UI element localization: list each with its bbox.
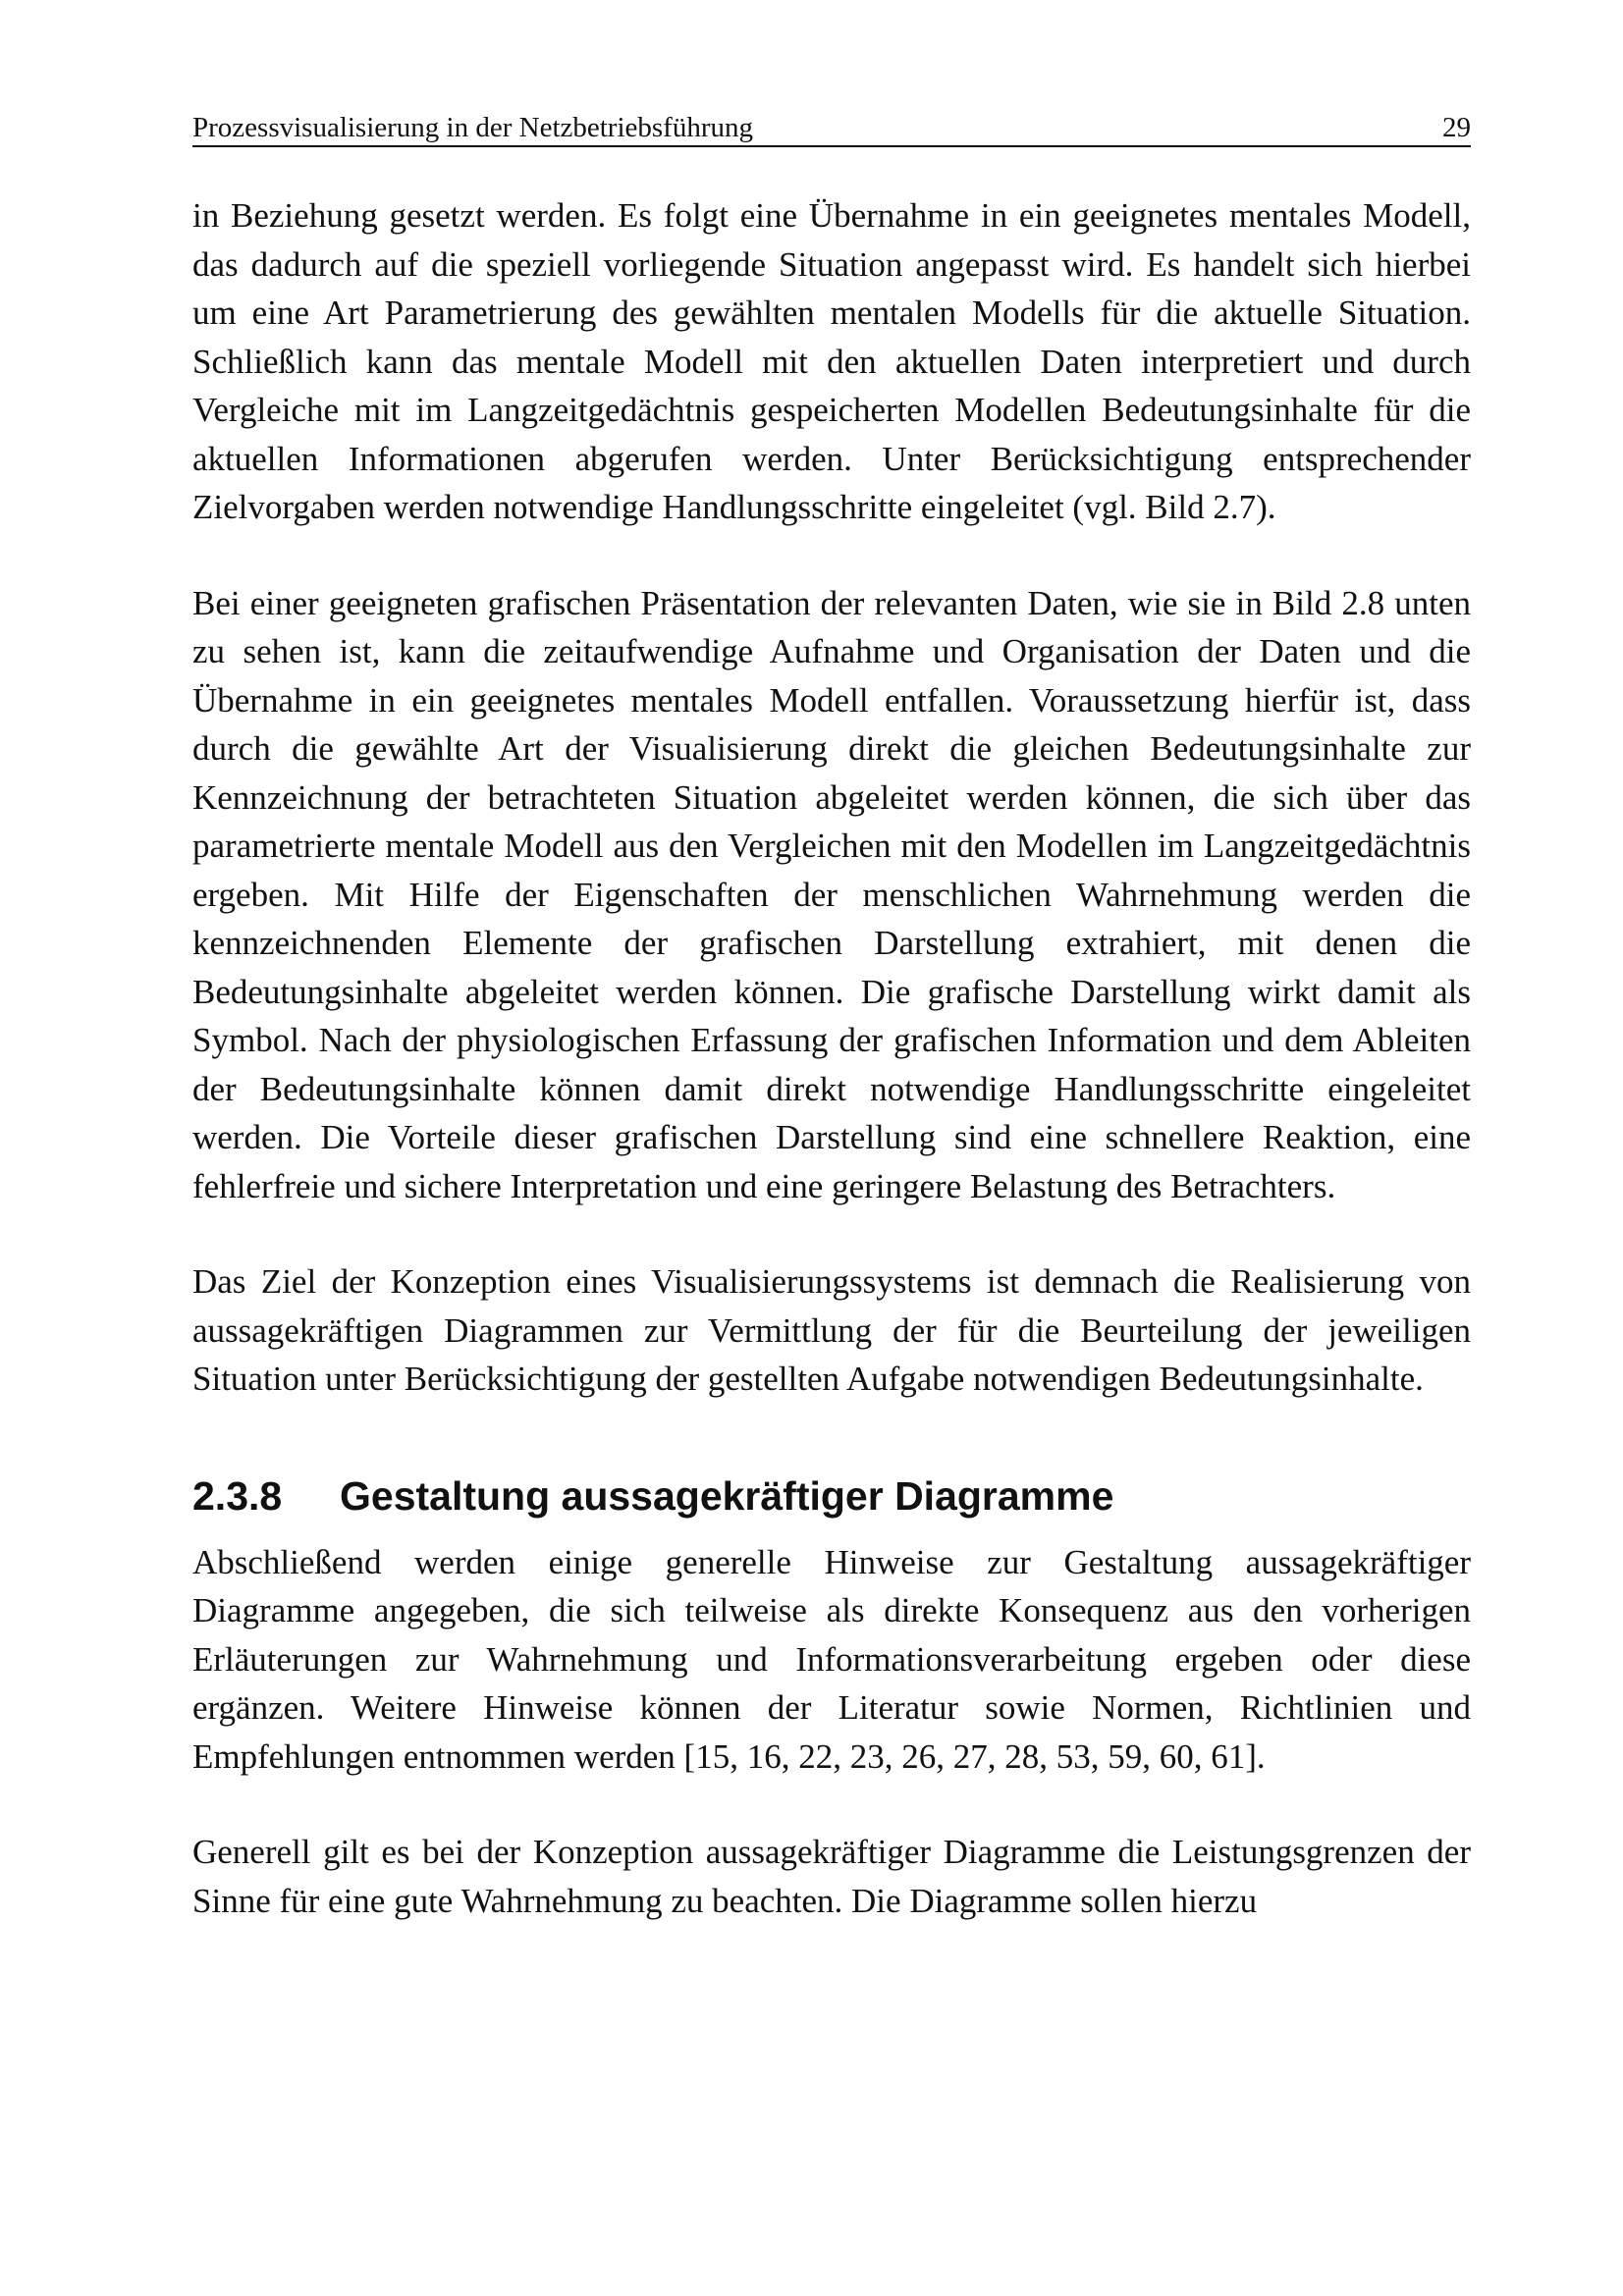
paragraph-3: Das Ziel der Konzeption eines Visualisierungssystems ist demnach die Realisierung von aussagekräftigen Diagrammen zur Vermittlung der für die Beurteilung der jeweiligen Situation unter Berücksichtigung der gestellten Aufgabe notwendigen Bedeutungsinhalte. xyxy=(192,1262,1471,1398)
section-paragraph-2: Generell gilt es bei der Konzeption aussagekräftiger Diagramme die Leistungsgrenzen der Sinne für eine gute Wahrnehmung zu beachten. Die Diagramme sollen hierzu xyxy=(192,1833,1471,1920)
section-title: Gestaltung aussagekräftiger Diagramme xyxy=(340,1472,1114,1519)
page-number: 29 xyxy=(1442,112,1471,143)
body-text xyxy=(192,191,1471,1972)
running-header xyxy=(192,106,1471,147)
section-number: 2.3.8 xyxy=(192,1472,283,1519)
section-paragraph-1: Abschließend werden einige generelle Hinweise zur Gestaltung aussagekräftiger Diagramme angegeben, die sich teilweise als direkte Konsequenz aus den vorherigen Erläuterungen zur Wahrnehmung und Informationsverarbeitung ergeben oder diese ergänzen. Weitere Hinweise können der Literatur sowie Normen, Richtlinien und Empfehlungen entnommen werden [15, 16, 22, 23, 26, 27, 28, 53, 59, 60, 61]. xyxy=(192,1542,1471,1776)
document-page xyxy=(192,0,1471,2296)
section-heading xyxy=(192,1468,1471,1523)
paragraph-1: in Beziehung gesetzt werden. Es folgt eine Übernahme in ein geeignetes mentales Modell, das dadurch auf die speziell vorliegende Situation angepasst wird. Es handelt sich hierbei um eine Art Parametrierung des gewählten mentalen Modells für die aktuelle Situation. Schließlich kann das mentale Modell mit den aktuellen Daten interpretiert und durch Vergleiche mit im Langzeitgedächtnis gespeicherten Modellen Bedeutungsinhalte für die aktuellen Informationen abgerufen werden. Unter Berücksichtigung entsprechender Zielvorgaben werden notwendige Handlungsschritte eingeleitet (vgl. Bild 2.7). xyxy=(192,196,1471,526)
running-title: Prozessvisualisierung in der Netzbetriebsführung xyxy=(192,112,753,143)
paragraph-2: Bei einer geeigneten grafischen Präsentation der relevanten Daten, wie sie in Bild 2.8 unten zu sehen ist, kann die zeitaufwendige Aufnahme und Organisation der Daten und die Übernahme in ein geeignetes mentales Modell entfallen. Voraussetzung hierfür ist, dass durch die gewählte Art der Visualisierung direkt die gleichen Bedeutungsinhalte zur Kennzeichnung der betrachteten Situation abgeleitet werden können, die sich über das parametrierte mentale Modell aus den Vergleichen mit den Modellen im Langzeitgedächtnis ergeben. Mit Hilfe der Eigenschaften der menschlichen Wahrnehmung werden die kennzeichnenden Elemente der grafischen Darstellung extrahiert, mit denen die Bedeutungsinhalte abgeleitet werden können. Die grafische Darstellung wirkt damit als Symbol. Nach der physiologischen Erfassung der grafischen Information und dem Ableiten der Bedeutungsinhalte können damit direkt notwendige Handlungsschritte eingeleitet werden. Die Vorteile dieser grafischen Darstellung sind eine schnellere Reaktion, eine fehlerfreie und sichere Interpretation und eine geringere Belastung des Betrachters. xyxy=(192,583,1471,1205)
